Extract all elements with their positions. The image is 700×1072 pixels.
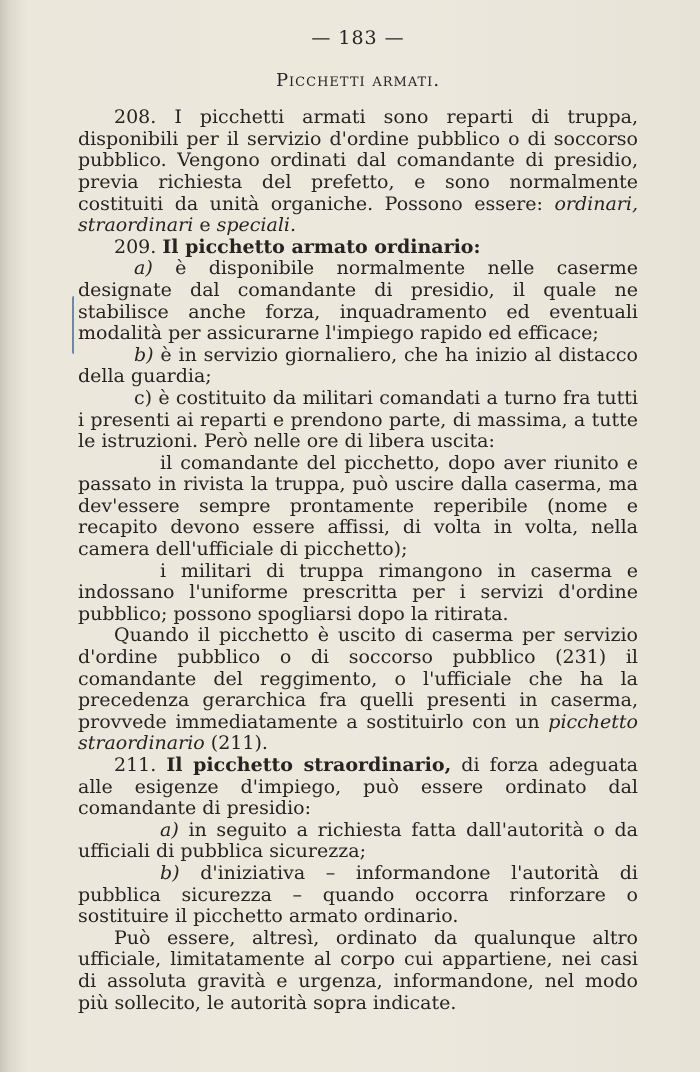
subitem-troops: i militari di truppa rimangono in caserma e indossano l'uniforme prescritta per i servizi d'ordine pubblico; possono spogliarsi dopo la ritirata. [78,559,638,625]
paragraph-replacement [78,625,638,755]
item-209-b [78,345,638,388]
item-209-c-text: è costituito da militari comandati a turno fra tutti i presenti ai reparti e prendono parte, di massima, a tutte le istruzioni. Però nelle ore di libera uscita: [78,386,638,453]
item-211-a [78,820,638,863]
type-ordinari: ordinari, [554,192,638,215]
item-211-b [78,863,638,928]
paragraph-208 [78,107,638,237]
item-209-b-text: è in servizio giornaliero, che ha inizio al distacco della guardia; [78,343,638,388]
paragraph-209-title: Il picchetto armato ordinario: [162,235,481,258]
page-text [78,28,638,1014]
paragraph-211 [78,755,638,820]
item-209-b-label: b) [134,343,154,366]
item-211-b-label: b) [160,861,180,884]
paragraph-211-title: Il picchetto straordinario, [166,754,452,776]
item-211-b-text: d'iniziativa – informandone l'autorità di pubblica sicurezza – quando occorra rinforzare o sostituire il picchetto armato ordinario. [78,861,638,928]
paragraph-208-number: 208. [114,106,157,129]
item-211-a-label: a) [160,818,179,841]
item-209-c [78,388,638,453]
replacement-text: Quando il picchetto è uscito di caserma per servizio d'ordine pubblico o di soccorso pubblico (231) il comandante del reggimento, o l'ufficiale che ha la precedenza gerarchica fra quelli presenti in caserma, provvede immediatamente a sostituirlo con un [78,624,638,733]
conjunction: e [199,214,211,237]
item-209-a [78,258,638,344]
item-209-c-label: c) [134,386,153,409]
paragraph-211-number: 211. [114,754,157,776]
paragraph-208-text: I picchetti armati sono reparti di truppa, disponibili per il servizio d'ordine pubblico o di soccorso pubblico. Vengono ordinati dal comandante di presidio, previa richiesta del prefetto, e sono normalmente costituiti da unità organiche. Possono essere: [78,106,638,215]
paragraph-209-number: 209. [114,235,157,258]
item-209-a-label: a) [134,257,153,280]
type-straordinari: straordinari [78,214,194,237]
item-211-a-text: in seguito a richiesta fatta dall'autorità o da ufficiali di pubblica sicurezza; [78,818,638,863]
type-speciali: speciali. [216,214,297,237]
item-209-a-text: è disponibile normalmente nelle caserme designate dal comandante di presidio, il quale ne stabilisce anche forza, inquadramento ed eventuali modalità per assicurarne l'impiego rapido ed efficace; [78,257,638,345]
page-number: — 183 — [311,27,405,49]
replacement-italic: picchetto straordinario [78,710,638,755]
subitem-commander: il comandante del picchetto, dopo aver riunito e passato in rivista la truppa, può uscire dalla caserma, ma dev'essere sempre prontamente reperibile (nome e recapito devono essere affissi, di volta in volta, nella camera dell'ufficiale di picchetto); [78,451,638,561]
paragraph-211-text: di forza adeguata alle esigenze d'impiego, può essere ordinato dal comandante di presidio: [78,754,638,820]
replacement-ref: (211). [210,732,268,755]
paragraph-final: Può essere, altresì, ordinato da qualunque altro ufficiale, limitatamente al corpo cui appartiene, nei casi di assoluta gravità e urgenza, informandone, nel modo più sollecito, le autorità sopra indicate. [78,926,638,1014]
section-title: Picchetti armati. [275,69,441,91]
paragraph-209-heading [78,237,638,259]
